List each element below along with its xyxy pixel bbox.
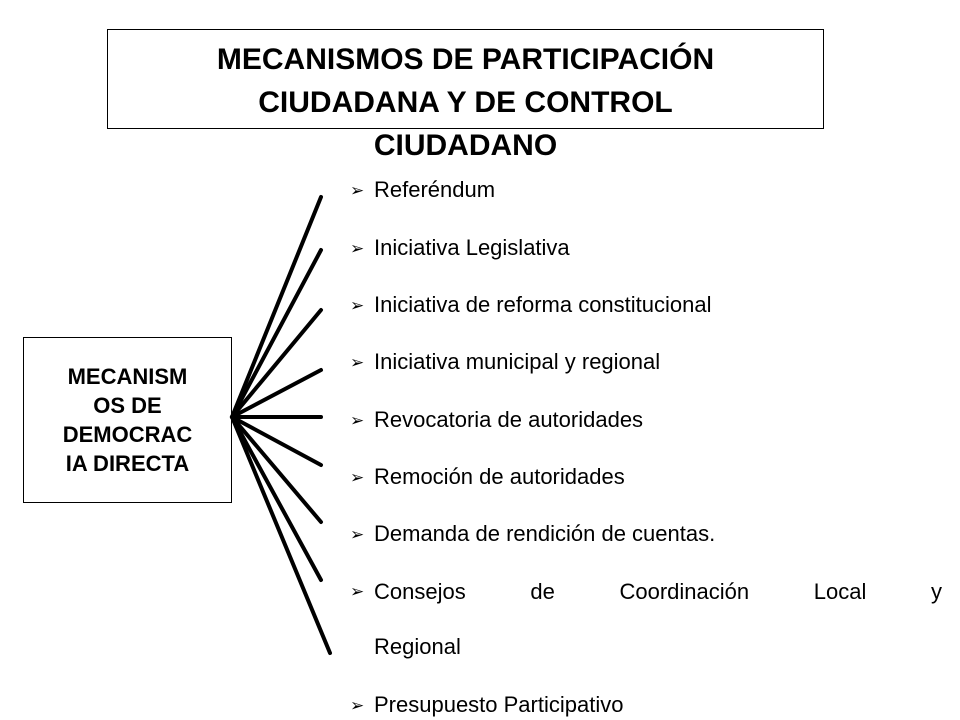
arrow-bullet-icon: ➢ <box>350 525 365 544</box>
connector-line-7 <box>232 417 321 522</box>
box-line-4: IA DIRECTA <box>65 451 190 476</box>
item-label: Iniciativa de reforma constitucional <box>374 292 712 317</box>
item-label: Remoción de autoridades <box>374 464 625 489</box>
item-word: Consejos <box>374 579 466 604</box>
item-label-line-2: Regional <box>374 634 461 659</box>
list-item-consejos-coordinacion <box>350 579 942 659</box>
item-label: Demanda de rendición de cuentas. <box>374 521 716 546</box>
connector-line-3 <box>232 310 321 417</box>
box-line-3: DEMOCRAC <box>62 422 193 447</box>
list-item-referendum <box>350 178 495 203</box>
arrow-bullet-icon: ➢ <box>350 582 365 601</box>
arrow-bullet-icon: ➢ <box>350 181 365 200</box>
list-item-rendicion-cuentas <box>350 522 715 547</box>
connector-line-1 <box>232 197 321 417</box>
list-item-municipal-regional <box>350 350 660 375</box>
item-label-line-1 <box>350 580 942 604</box>
item-word: Coordinación <box>619 579 750 604</box>
item-lead <box>350 580 466 604</box>
item-label: Revocatoria de autoridades <box>374 407 644 432</box>
arrow-bullet-icon: ➢ <box>350 239 365 258</box>
list-item-reforma-constitucional <box>350 293 712 318</box>
title-line-1: MECANISMOS DE PARTICIPACIÓN <box>216 43 715 76</box>
connector-line-9 <box>232 417 330 653</box>
box-line-2: OS DE <box>93 393 162 418</box>
item-word: Local <box>813 579 867 604</box>
arrow-bullet-icon: ➢ <box>350 696 365 715</box>
item-word: de <box>530 579 555 604</box>
item-word: y <box>931 579 942 604</box>
item-label: Iniciativa Legislativa <box>374 235 570 260</box>
list-item-iniciativa-legislativa <box>350 236 570 261</box>
list-item-remocion <box>350 465 625 490</box>
item-label: Presupuesto Participativo <box>374 692 624 717</box>
title-line-3: CIUDADANO <box>373 129 558 162</box>
arrow-bullet-icon: ➢ <box>350 411 365 430</box>
arrow-bullet-icon: ➢ <box>350 468 365 487</box>
arrow-bullet-icon: ➢ <box>350 296 365 315</box>
list-item-revocatoria <box>350 408 643 433</box>
item-label: Referéndum <box>374 177 496 202</box>
arrow-bullet-icon: ➢ <box>350 353 365 372</box>
item-label: Iniciativa municipal y regional <box>374 349 661 374</box>
list-item-presupuesto <box>350 693 623 718</box>
box-line-1: MECANISM <box>67 364 188 389</box>
title-line-2: CIUDADANA Y DE CONTROL <box>258 86 673 119</box>
